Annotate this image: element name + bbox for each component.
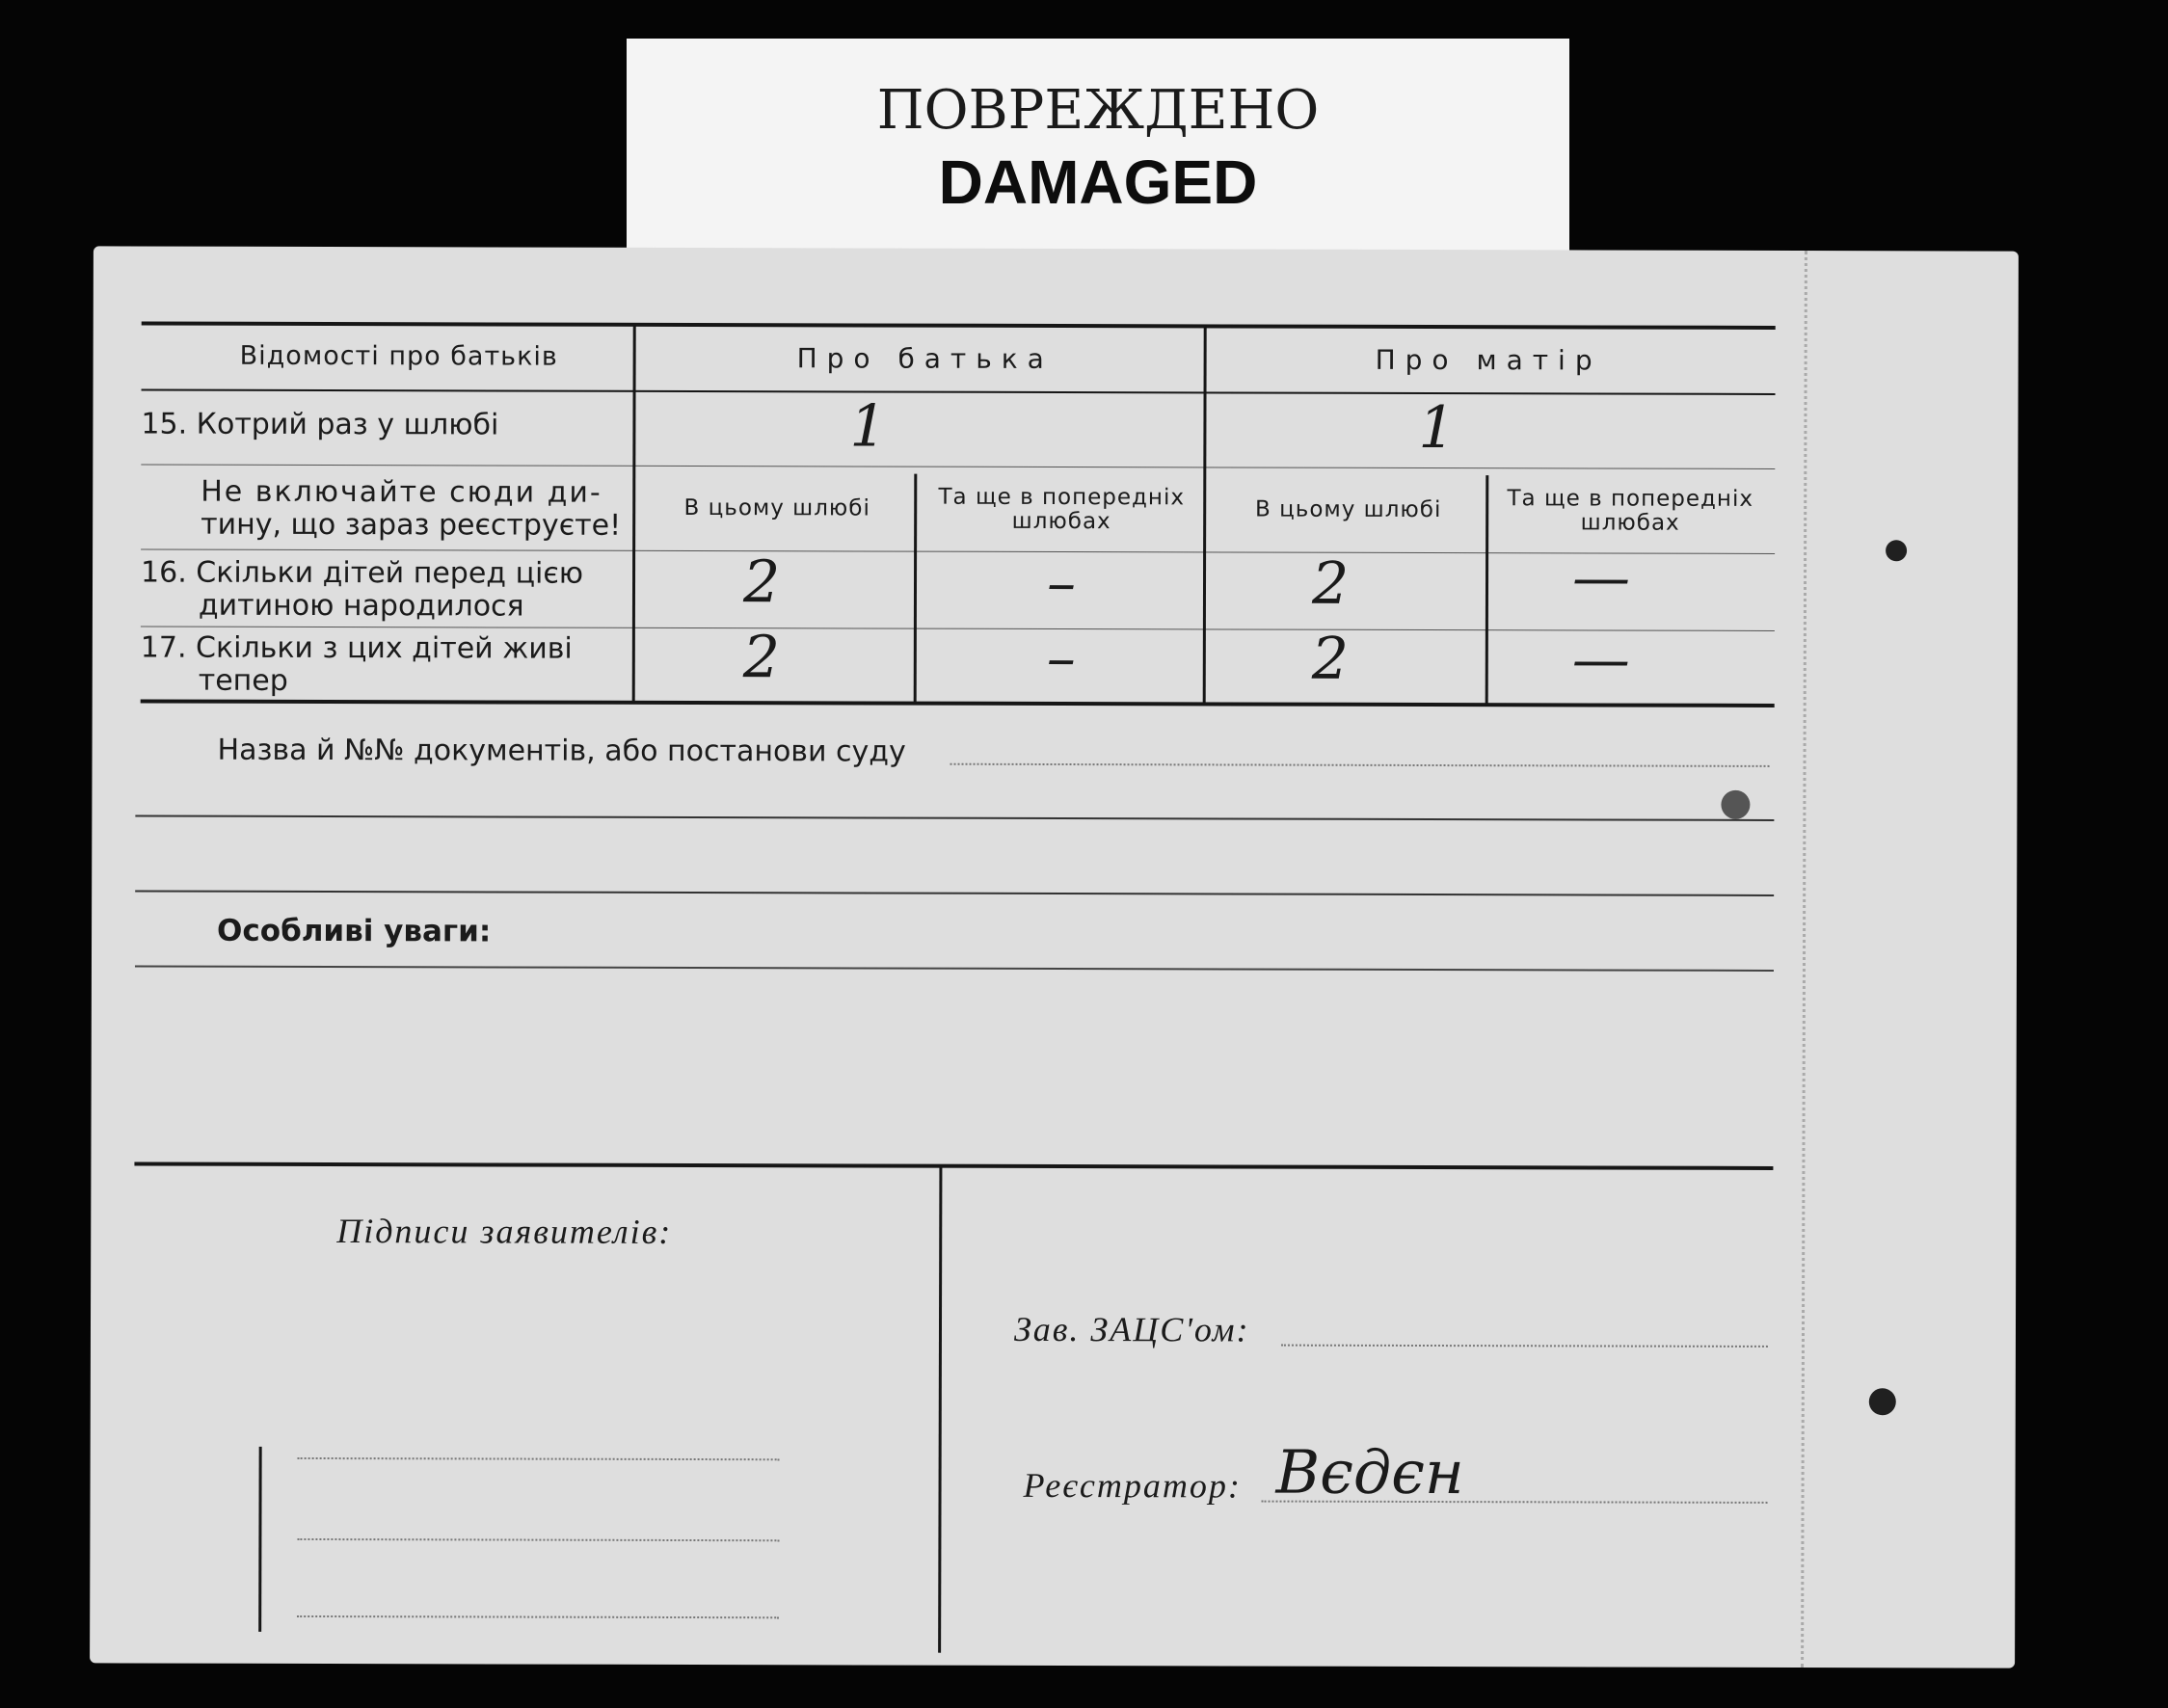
row-15-father-value: 1 bbox=[849, 392, 887, 461]
registrar-label: Реєстратор: bbox=[1023, 1465, 1242, 1506]
table-bottom-rule bbox=[141, 700, 1775, 707]
applicants-signatures-label: Підписи заявителів: bbox=[336, 1212, 673, 1251]
remarks-line bbox=[135, 966, 1774, 972]
subheader-father-this: В цьому шлюбі bbox=[683, 494, 870, 521]
subheader-mother-this: В цьому шлюбі bbox=[1255, 496, 1442, 523]
table-header-rule bbox=[142, 389, 1776, 395]
row-rule bbox=[141, 627, 1775, 631]
col-divider bbox=[914, 474, 918, 704]
header-mother: Про матір bbox=[1375, 343, 1602, 377]
applicant-signature-line bbox=[298, 1457, 780, 1460]
row-16-label-1: 16. Скільки дітей перед цією bbox=[140, 555, 584, 591]
signature-divider bbox=[938, 1166, 942, 1653]
documents-line bbox=[135, 891, 1774, 896]
punch-hole bbox=[1721, 790, 1750, 819]
perforation-line bbox=[1801, 251, 1807, 1668]
row-16-father-prev: – bbox=[1046, 548, 1077, 618]
row-17-mother-this: 2 bbox=[1311, 625, 1350, 693]
row-17-mother-prev: — bbox=[1571, 626, 1630, 694]
subheader-father-previous: Та ще в попередніх шлюбах bbox=[938, 484, 1186, 535]
row-16-label-2: дитиною народилося bbox=[198, 588, 524, 624]
applicants-bracket bbox=[258, 1447, 262, 1632]
row-16-mother-prev: — bbox=[1571, 544, 1631, 612]
subheader-mother-previous: Та ще в попередніх шлюбах bbox=[1507, 486, 1753, 536]
damaged-label-en: DAMAGED bbox=[938, 147, 1258, 217]
row-16-mother-this: 2 bbox=[1311, 549, 1350, 618]
table-top-rule bbox=[142, 322, 1776, 330]
row-15-mother-value: 1 bbox=[1418, 393, 1456, 463]
signature-top-rule bbox=[134, 1162, 1773, 1170]
col-divider bbox=[1485, 475, 1489, 705]
applicant-signature-line bbox=[297, 1538, 779, 1541]
record-sheet bbox=[90, 246, 2019, 1668]
punch-hole bbox=[1869, 1388, 1896, 1415]
note-line-2: тину, що зараз реєструєте! bbox=[201, 507, 622, 543]
row-rule bbox=[141, 549, 1775, 554]
documents-fill-line bbox=[950, 763, 1770, 767]
row-17-father-this: 2 bbox=[742, 624, 781, 692]
note-line-1: Не включайте сюди ди- bbox=[201, 474, 602, 510]
documents-label: Назва й №№ документів, або постанови суду bbox=[217, 733, 906, 769]
row-17-label-1: 17. Скільки з цих дітей живі bbox=[140, 630, 573, 666]
header-parents-info: Відомості про батьків bbox=[239, 340, 558, 372]
row-16-father-this: 2 bbox=[742, 548, 781, 617]
col-divider bbox=[1203, 326, 1207, 704]
punch-hole bbox=[1886, 540, 1907, 561]
head-zags-label: Зав. ЗАЦС'ом: bbox=[1013, 1309, 1250, 1349]
col-divider bbox=[632, 325, 636, 703]
row-17-label-2: тепер bbox=[198, 663, 288, 698]
remarks-label: Особливі уваги: bbox=[217, 913, 492, 949]
registrar-signature: Вєдєн bbox=[1275, 1436, 1464, 1508]
head-zags-line bbox=[1281, 1345, 1768, 1348]
applicant-signature-line bbox=[297, 1615, 779, 1618]
row-rule bbox=[141, 465, 1775, 469]
damaged-label-card bbox=[627, 39, 1569, 260]
damaged-label-ru: ПОВРЕЖДЕНО bbox=[876, 79, 1320, 142]
row-15-label: 15. Котрий раз у шлюбі bbox=[141, 407, 499, 442]
row-17-father-prev: – bbox=[1046, 624, 1076, 693]
header-father: Про батька bbox=[796, 342, 1054, 375]
documents-line bbox=[135, 815, 1774, 821]
